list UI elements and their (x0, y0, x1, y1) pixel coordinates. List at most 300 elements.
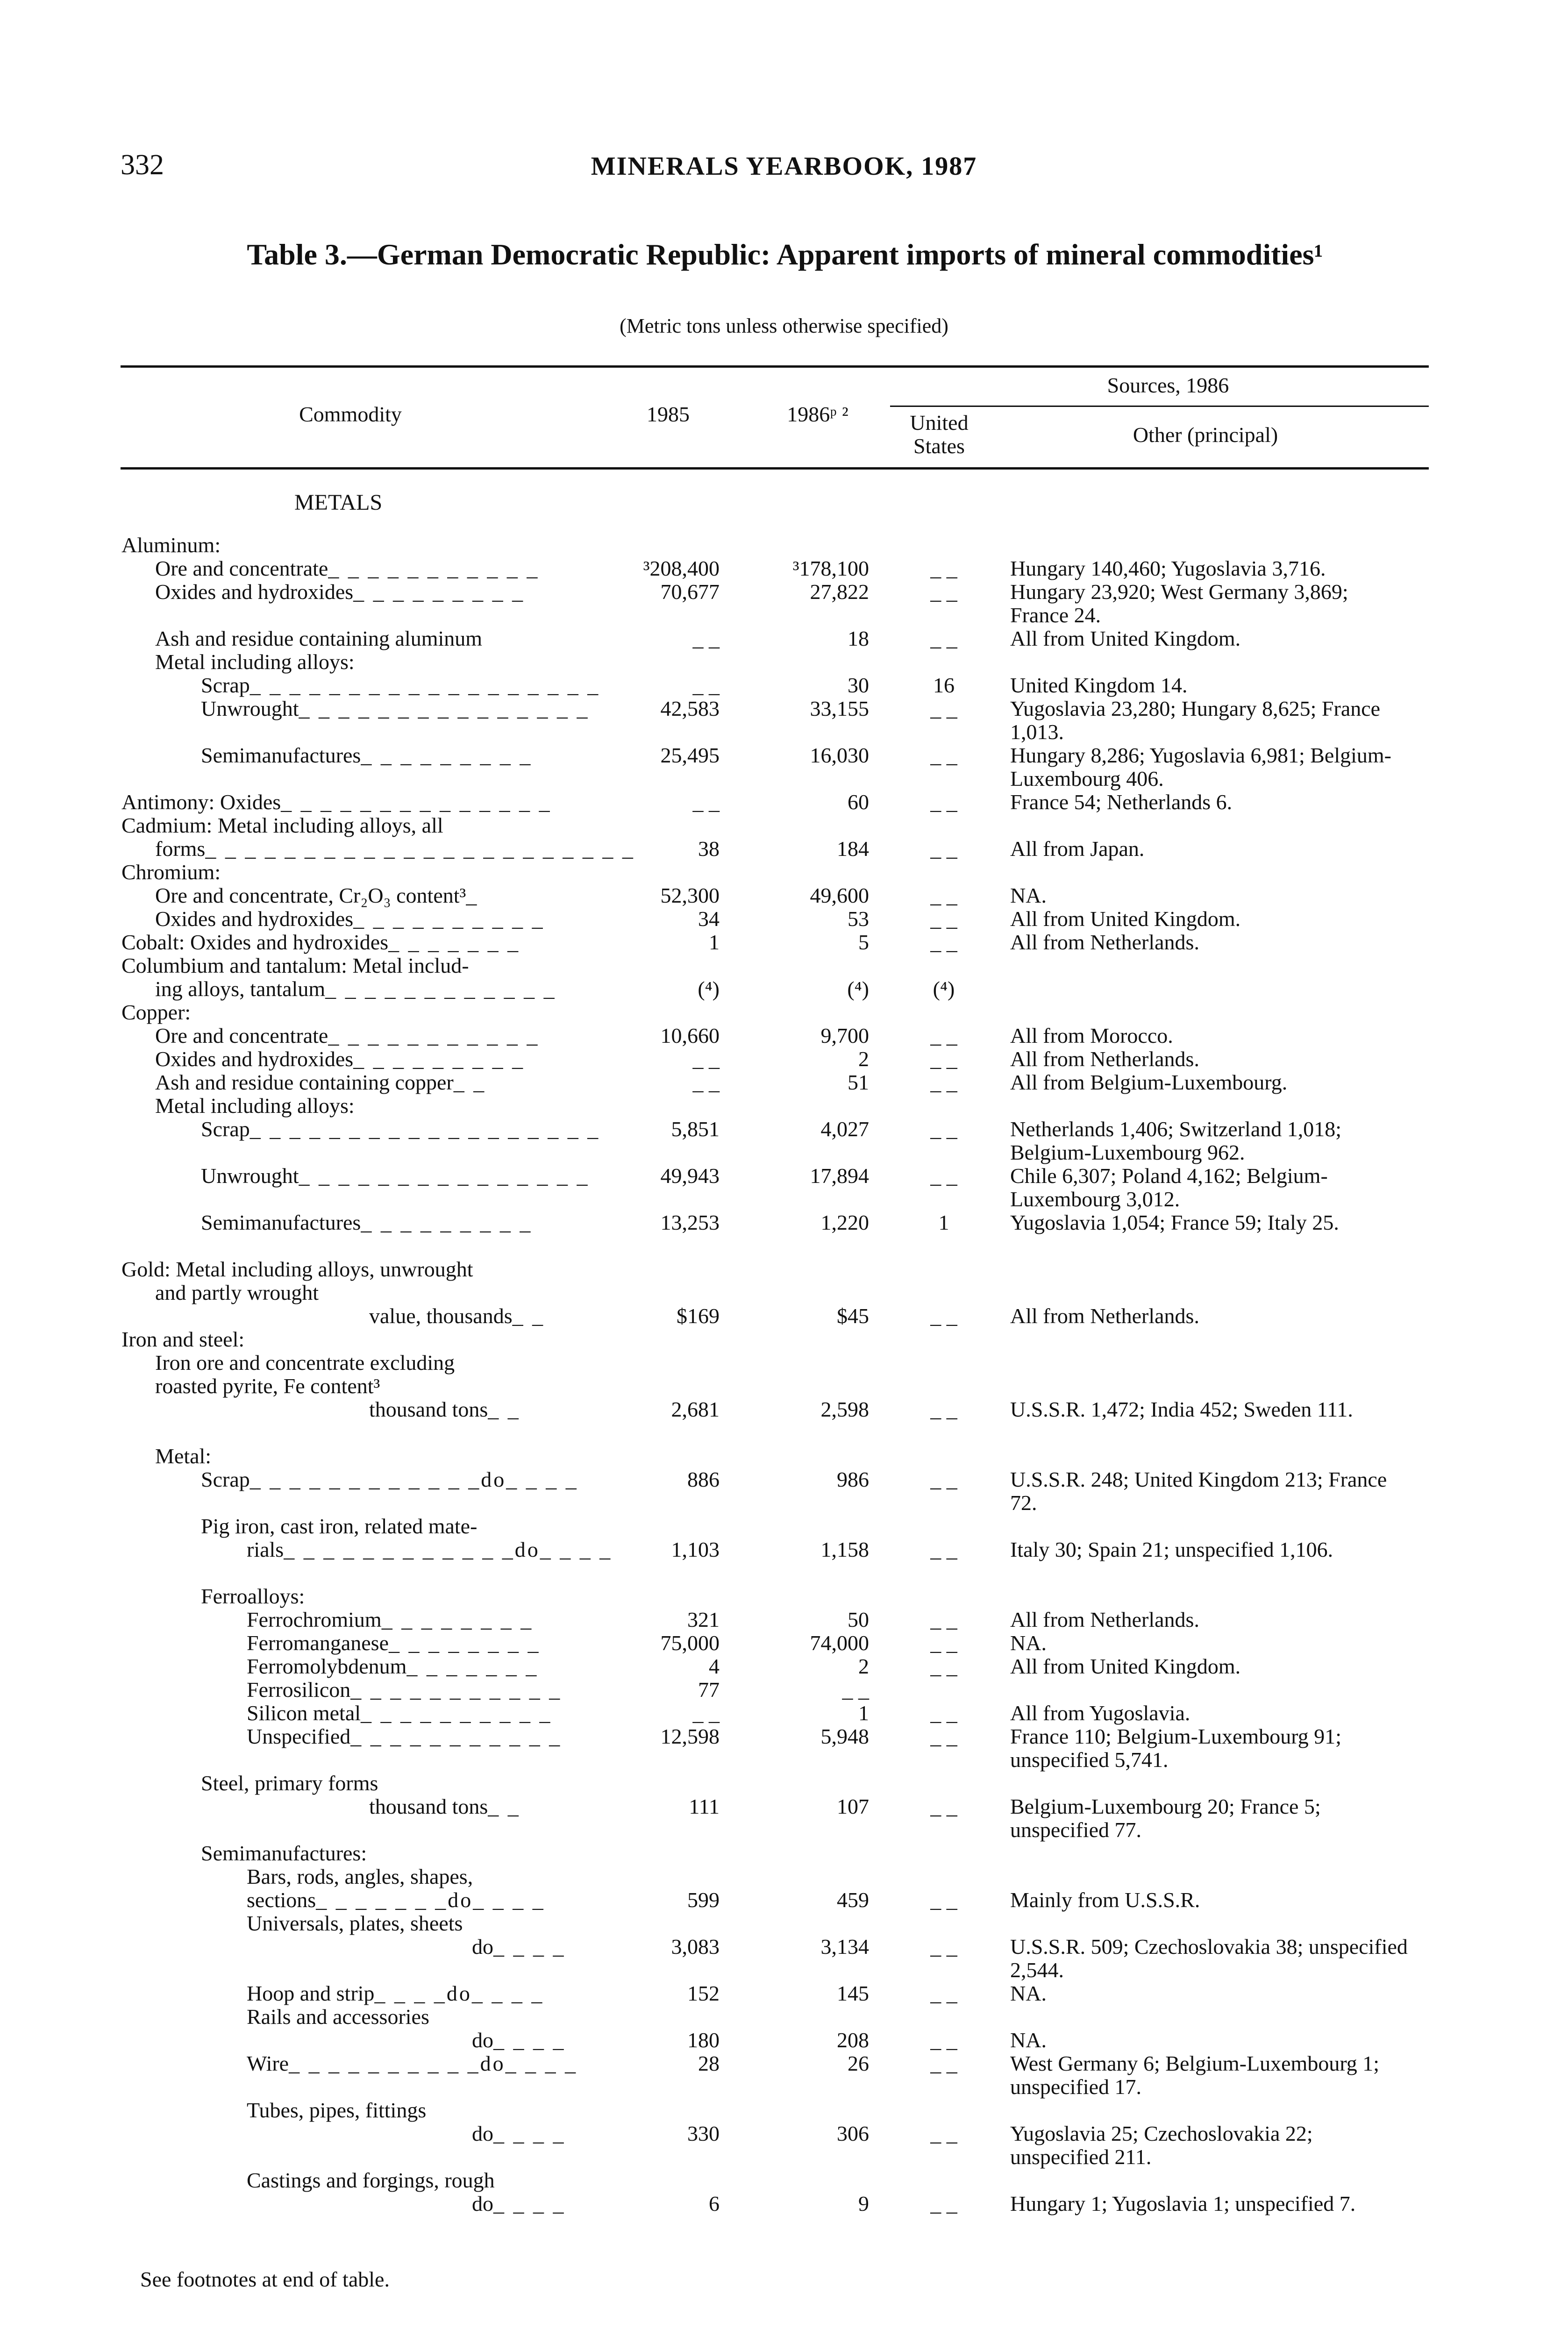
commodity-text: Tubes, pipes, fittings (247, 2098, 427, 2122)
table-row (0, 1702, 1568, 1725)
commodity-label (121, 1328, 244, 1351)
sources-rule (890, 406, 1429, 407)
commodity-text: Ore and concentrate (155, 556, 328, 580)
table-row (0, 1047, 1568, 1071)
value-united-states: _ _ (930, 2192, 957, 2215)
value-other-sources: Hungary 1; Yugoslavia 1; unspecified 7. (1010, 2192, 1356, 2215)
value-1986: 986 (837, 1467, 869, 1491)
commodity-label (155, 837, 635, 861)
leader-dots: _ _ _ _ (493, 1935, 566, 1959)
leader-dots: _ _ _ _ _ _ _ _ _ _ _ _ _ _ _ (299, 697, 590, 720)
col-commodity: Commodity (299, 402, 402, 426)
value-1986: 16,030 (810, 743, 869, 767)
leader-dots: _ _ _ _ _ _ _ _ _ _ (353, 907, 545, 931)
value-united-states: _ _ (930, 930, 957, 954)
running-head: MINERALS YEARBOOK, 1987 (591, 152, 977, 181)
value-1986: 51 (848, 1070, 869, 1094)
value-united-states: _ _ (930, 1701, 957, 1725)
header-rule (121, 467, 1429, 470)
value-1985: 10,660 (660, 1024, 720, 1047)
commodity-label (155, 557, 539, 580)
table-row (0, 1281, 1568, 1304)
value-other-sources: All from United Kingdom. (1010, 1654, 1241, 1678)
value-united-states: _ _ (930, 837, 957, 861)
value-other-sources: Hungary 8,286; Yugoslavia 6,981; Belgium-Luxembourg 406. (1010, 743, 1391, 791)
table-row (0, 1467, 1568, 1515)
value-united-states: _ _ (930, 1304, 957, 1328)
value-1986: 2 (858, 1654, 869, 1678)
commodity-label (121, 954, 469, 977)
value-1986: 1 (858, 1701, 869, 1725)
value-1985: 6 (709, 2192, 720, 2215)
commodity-text: sections (247, 1888, 316, 1912)
table-subtitle: (Metric tons unless otherwise specified) (620, 314, 948, 337)
value-1985: 49,943 (660, 1164, 720, 1188)
value-1986: 60 (848, 790, 869, 814)
table-row (0, 674, 1568, 697)
table-row (0, 977, 1568, 1001)
value-united-states: _ _ (930, 1631, 957, 1655)
value-other-sources: U.S.S.R. 509; Czechoslovakia 38; unspecified 2,544. (1010, 1935, 1408, 1982)
top-rule (121, 365, 1429, 368)
value-1985: 2,681 (671, 1397, 720, 1421)
value-united-states: _ _ (930, 1654, 957, 1678)
commodity-text: Cadmium: Metal including alloys, all (121, 813, 443, 837)
commodity-label (247, 2052, 577, 2075)
commodity-text: Bars, rods, angles, shapes, (247, 1865, 473, 1888)
table-row (0, 2051, 1568, 2099)
commodity-label (247, 2169, 495, 2192)
commodity-text: Metal: (155, 1444, 212, 1468)
leader-dots: _ _ _ _ _ _ _ _ _ (353, 580, 525, 604)
leader-dots: _ _ _ _ _ _ _ _ _ _ (361, 1701, 552, 1725)
value-other-sources: Yugoslavia 25; Czechoslovakia 22; unspecified 211. (1010, 2122, 1313, 2169)
value-1985: 111 (689, 1795, 720, 1818)
value-1986: (⁴) (847, 977, 869, 1001)
value-1986: 4,027 (820, 1117, 869, 1141)
leader-dots: _ _ _ _ (493, 2122, 566, 2145)
value-1986: 18 (848, 627, 869, 650)
value-1986: 74,000 (810, 1631, 869, 1655)
value-1985: 52,300 (660, 883, 720, 907)
commodity-text: Ore and concentrate, Cr₂O₃ content³ (155, 883, 466, 907)
commodity-label (247, 1725, 562, 1748)
commodity-text: forms (155, 837, 206, 861)
commodity-text: Gold: Metal including alloys, unwrought (121, 1257, 473, 1281)
value-united-states: _ _ (930, 1164, 957, 1188)
commodity-label (155, 977, 556, 1001)
commodity-label (201, 1585, 305, 1608)
leader-dots: _ _ _ _ _ _ _ _ _ _ _ _ _ _ (281, 790, 552, 814)
commodity-label (201, 674, 600, 697)
value-1986: 2 (858, 1047, 869, 1071)
commodity-text: Scrap (201, 1117, 250, 1141)
value-1986: 3,134 (820, 1935, 869, 1959)
leader-dots: _ _ _ _ _ _ _ _ _ _do_ _ _ _ (289, 2051, 578, 2075)
commodity-text: Ferromolybdenum (247, 1654, 407, 1678)
commodity-text: Aluminum: (121, 533, 221, 557)
col-1986-label (757, 403, 878, 426)
value-united-states: _ _ (930, 1047, 957, 1071)
value-1985: ³208,400 (643, 556, 720, 580)
value-1985: _ _ (692, 1070, 720, 1094)
commodity-label (155, 1445, 211, 1468)
value-1986: 459 (837, 1888, 869, 1912)
table-row (0, 1724, 1568, 1772)
commodity-text: Castings and forgings, rough (247, 2168, 495, 2192)
value-1985: 42,583 (660, 697, 720, 720)
commodity-label (201, 1118, 600, 1141)
value-1985: 13,253 (660, 1211, 720, 1234)
leader-dots: _ (466, 883, 479, 907)
value-1986: _ _ (842, 1678, 869, 1702)
value-united-states: _ _ (930, 1538, 957, 1561)
value-1985: 599 (687, 1888, 720, 1912)
commodity-text: Oxides and hydroxides (155, 907, 354, 931)
table-row (0, 1117, 1568, 1164)
value-1986: 26 (848, 2051, 869, 2075)
table-row (0, 1982, 1568, 2005)
leader-dots: _ _ _ _ _ _ _ _ _ _ _ _ _ _ _ _ _ _ _ _ _ _ (205, 837, 635, 861)
commodity-text: roasted pyrite, Fe content³ (155, 1374, 380, 1398)
table-row (0, 791, 1568, 814)
commodity-text: Unspecified (247, 1724, 351, 1748)
commodity-text: and partly wrought (155, 1281, 319, 1304)
value-1985: _ _ (692, 1701, 720, 1725)
table-row (0, 557, 1568, 580)
commodity-label (155, 884, 478, 907)
table-title: Table 3.—German Democratic Republic: Apparent imports of mineral commodities¹ (247, 238, 1323, 271)
value-1985: 152 (687, 1981, 720, 2005)
commodity-text: Ferrochromium (247, 1608, 382, 1631)
value-other-sources: NA. (1010, 883, 1047, 907)
commodity-text: thousand tons (369, 1397, 488, 1421)
leader-dots: _ _ _ _ _ _ _ _ (381, 1608, 534, 1631)
value-1986: $45 (837, 1304, 869, 1328)
commodity-label (201, 1515, 477, 1538)
leader-dots: _ _ _ _ _ _ _ _ _ _ _ _do_ _ _ _ (249, 1467, 578, 1491)
commodity-label (155, 1281, 319, 1304)
value-other-sources: United Kingdom 14. (1010, 673, 1188, 697)
commodity-label (472, 1935, 566, 1959)
table-row (0, 2192, 1568, 2215)
commodity-text: rials (247, 1538, 284, 1561)
footnote-reference: See footnotes at end of table. (140, 2267, 390, 2291)
commodity-label (201, 697, 590, 720)
value-1985: (⁴) (698, 977, 720, 1001)
value-1985: 75,000 (660, 1631, 720, 1655)
table-row (0, 1024, 1568, 1047)
leader-dots: _ _ (512, 1304, 545, 1328)
commodity-text: Hoop and strip (247, 1981, 375, 2005)
commodity-text: Oxides and hydroxides (155, 580, 354, 604)
commodity-label (121, 534, 221, 557)
table-row (0, 884, 1568, 907)
commodity-text: Ash and residue containing copper (155, 1070, 454, 1094)
value-1986: 306 (837, 2122, 869, 2145)
commodity-text: value, thousands (369, 1304, 513, 1328)
commodity-text: Scrap (201, 673, 250, 697)
value-other-sources: U.S.S.R. 1,472; India 452; Sweden 111. (1010, 1397, 1353, 1421)
table-row (0, 1608, 1568, 1631)
value-united-states: _ _ (930, 1467, 957, 1491)
table-row (0, 1398, 1568, 1421)
table-row (0, 1631, 1568, 1655)
commodity-text: Ash and residue containing aluminum (155, 627, 483, 650)
leader-dots: _ _ _ _ _ _ _ (406, 1654, 539, 1678)
commodity-text: Universals, plates, sheets (247, 1911, 463, 1935)
commodity-text: Columbium and tantalum: Metal includ- (121, 954, 469, 977)
commodity-text: Ferrosilicon (247, 1678, 351, 1702)
table-row (0, 1001, 1568, 1024)
value-other-sources: All from Netherlands. (1010, 930, 1199, 954)
leader-dots: _ _ _ _ _ _ _ _ _ _ _ (350, 1724, 562, 1748)
value-1986: 50 (848, 1608, 869, 1631)
commodity-label (201, 744, 532, 767)
leader-dots: _ _ _ _ _ _ _ _ _ _ _ _ _ _ _ _ _ _ (249, 673, 600, 697)
value-other-sources: Yugoslavia 1,054; France 59; Italy 25. (1010, 1211, 1339, 1234)
value-1986: 27,822 (810, 580, 869, 604)
value-other-sources: France 54; Netherlands 6. (1010, 790, 1233, 814)
value-other-sources: Hungary 23,920; West Germany 3,869; France 24. (1010, 580, 1348, 627)
leader-dots: _ _ (453, 1070, 486, 1094)
commodity-text: Rails and accessories (247, 2005, 429, 2029)
section-metals: METALS (294, 490, 383, 515)
table-row (0, 1445, 1568, 1468)
commodity-text: Chromium: (121, 860, 221, 884)
table-row (0, 650, 1568, 674)
value-united-states: _ _ (930, 697, 957, 720)
table-row (0, 1842, 1568, 1865)
commodity-text: Ferromanganese (247, 1631, 389, 1655)
value-united-states: _ _ (930, 2028, 957, 2052)
table-row (0, 534, 1568, 557)
leader-dots: _ _ _ _ _ _ _ _ _ _ _ _ _ _ _ _ _ _ (249, 1117, 600, 1141)
leader-dots: _ _ (488, 1397, 520, 1421)
table-row (0, 837, 1568, 861)
table-row (0, 2122, 1568, 2169)
table-row (0, 1328, 1568, 1351)
value-united-states: _ _ (930, 1724, 957, 1748)
value-other-sources: West Germany 6; Belgium-Luxembourg 1; unspecified 17. (1010, 2051, 1380, 2099)
value-1985: 1,103 (671, 1538, 720, 1561)
commodity-text: Semimanufactures: (201, 1841, 367, 1865)
value-united-states: _ _ (930, 743, 957, 767)
commodity-text: Wire (247, 2051, 289, 2075)
table-row (0, 743, 1568, 791)
commodity-label (155, 1375, 380, 1398)
value-united-states: _ _ (930, 1608, 957, 1631)
commodity-label (155, 1024, 539, 1047)
value-united-states: (⁴) (933, 977, 955, 1001)
value-other-sources: All from Netherlands. (1010, 1608, 1199, 1631)
value-other-sources: Italy 30; Spain 21; unspecified 1,106. (1010, 1538, 1333, 1561)
value-other-sources: NA. (1010, 1631, 1047, 1655)
commodity-text: Pig iron, cast iron, related mate- (201, 1514, 478, 1538)
leader-dots: _ _ _ _ _ _ _ _ _ _ _ (328, 556, 540, 580)
commodity-label (121, 791, 552, 814)
value-1986: 30 (848, 673, 869, 697)
commodity-label (369, 1304, 545, 1328)
value-1985: _ _ (692, 673, 720, 697)
value-united-states: _ _ (930, 1397, 957, 1421)
commodity-text: do (472, 2192, 493, 2215)
value-united-states: _ _ (930, 1795, 957, 1818)
leader-dots: _ _ _ _ _ _ _ _ _ _ _ _ _ _ _ (299, 1164, 590, 1188)
commodity-label (247, 1631, 541, 1655)
col-1985: 1985 (647, 402, 690, 426)
value-other-sources: NA. (1010, 2028, 1047, 2052)
commodity-text: do (472, 1935, 493, 1959)
value-united-states: _ _ (930, 883, 957, 907)
value-1985: 180 (687, 2028, 720, 2052)
value-other-sources: All from Yugoslavia. (1010, 1701, 1190, 1725)
commodity-text: Scrap (201, 1467, 250, 1491)
value-united-states: _ _ (930, 1070, 957, 1094)
value-united-states: _ _ (930, 907, 957, 931)
table-row (0, 1795, 1568, 1842)
commodity-text: Metal including alloys: (155, 650, 355, 674)
value-1986: 107 (837, 1795, 869, 1818)
commodity-label (472, 2122, 566, 2145)
value-united-states: _ _ (930, 1888, 957, 1912)
value-1985: 3,083 (671, 1935, 720, 1959)
commodity-label (369, 1398, 520, 1421)
commodity-label (121, 1001, 191, 1024)
table-row (0, 1678, 1568, 1702)
value-other-sources: U.S.S.R. 248; United Kingdom 213; France 72. (1010, 1467, 1387, 1515)
value-1986: 5 (858, 930, 869, 954)
value-1985: 4 (709, 1654, 720, 1678)
commodity-label (155, 907, 545, 931)
value-other-sources: All from Belgium-Luxembourg. (1010, 1070, 1288, 1094)
leader-dots: _ _ _ _ _ _ _ _ _ _ _ _do_ _ _ _ (284, 1538, 613, 1561)
value-united-states: _ _ (930, 580, 957, 604)
value-united-states: _ _ (930, 2051, 957, 2075)
value-other-sources: Mainly from U.S.S.R. (1010, 1888, 1200, 1912)
value-united-states: _ _ (930, 1935, 957, 1959)
value-other-sources: All from Netherlands. (1010, 1047, 1199, 1071)
leader-dots: _ _ _ _ _ _ _ _ (389, 1631, 541, 1655)
value-1986: 9 (858, 2192, 869, 2215)
col-sources: Sources, 1986 (1107, 373, 1229, 397)
value-1985: _ _ (692, 790, 720, 814)
value-1986: 53 (848, 907, 869, 931)
table-row (0, 2029, 1568, 2052)
commodity-text: Iron and steel: (121, 1327, 245, 1351)
table-row (0, 1912, 1568, 1935)
leader-dots: _ _ _ _ _ _ _ _ _ (361, 1211, 533, 1234)
value-united-states: _ _ (930, 1981, 957, 2005)
value-1986: 1,158 (820, 1538, 869, 1561)
table-row (0, 1164, 1568, 1211)
value-1985: 70,677 (660, 580, 720, 604)
commodity-text: Semimanufactures (201, 1211, 361, 1234)
value-1986: ³178,100 (792, 556, 869, 580)
commodity-label (155, 1071, 486, 1094)
commodity-label (247, 2005, 429, 2029)
commodity-label (155, 627, 482, 650)
commodity-label (247, 1702, 552, 1725)
table-row (0, 2005, 1568, 2029)
commodity-label (247, 1538, 612, 1561)
value-1986: 49,600 (810, 883, 869, 907)
commodity-label (247, 1982, 544, 2005)
leader-dots: _ _ _ _ _ _ _ _ _ (353, 1047, 525, 1071)
commodity-label (155, 1351, 455, 1375)
commodity-label (121, 814, 443, 837)
commodity-label (247, 1912, 463, 1935)
commodity-label (201, 1842, 367, 1865)
value-1986: 9,700 (820, 1024, 869, 1047)
col-1986-text: 1986ᵖ ² (787, 402, 848, 426)
commodity-text: Iron ore and concentrate excluding (155, 1351, 455, 1375)
value-1985: 330 (687, 2122, 720, 2145)
value-1986: 208 (837, 2028, 869, 2052)
commodity-text: thousand tons (369, 1795, 488, 1818)
value-united-states: 1 (938, 1211, 949, 1234)
table-row (0, 954, 1568, 977)
commodity-label (247, 1655, 538, 1678)
leader-dots: _ _ _ _do_ _ _ _ (374, 1981, 544, 2005)
commodity-text: Antimony: Oxides (121, 790, 281, 814)
commodity-text: Ferroalloys: (201, 1584, 305, 1608)
commodity-label (155, 1094, 355, 1118)
value-other-sources: All from United Kingdom. (1010, 907, 1241, 931)
table-row (0, 931, 1568, 954)
value-1986: 2,598 (820, 1397, 869, 1421)
leader-dots: _ _ _ _ _ _ _ _ _ (361, 743, 533, 767)
value-1986: 5,948 (820, 1724, 869, 1748)
commodity-text: Oxides and hydroxides (155, 1047, 354, 1071)
value-other-sources: Belgium-Luxembourg 20; France 5; unspecified 77. (1010, 1795, 1321, 1842)
leader-dots: _ _ _ _ _ _ _ _ _ _ _ (350, 1678, 562, 1702)
commodity-label (247, 2099, 426, 2122)
table-row (0, 2099, 1568, 2122)
value-1985: 77 (698, 1678, 720, 1702)
commodity-label (247, 1888, 545, 1912)
leader-dots: _ _ (488, 1795, 520, 1818)
table-row (0, 1515, 1568, 1538)
commodity-label (201, 1164, 590, 1188)
table-row (0, 1071, 1568, 1094)
table-row (0, 1211, 1568, 1234)
value-other-sources: Yugoslavia 23,280; Hungary 8,625; France 1,013. (1010, 697, 1381, 744)
value-1985: $169 (677, 1304, 720, 1328)
leader-dots: _ _ _ _ _ _ _ _ _ _ _ (328, 1024, 540, 1047)
table-row (0, 1304, 1568, 1328)
value-1985: 12,598 (660, 1724, 720, 1748)
table-row (0, 1888, 1568, 1912)
col-other: Other (principal) (1133, 423, 1278, 447)
value-1985: 25,495 (660, 743, 720, 767)
value-1986: 17,894 (810, 1164, 869, 1188)
commodity-label (155, 650, 355, 674)
value-1986: 184 (837, 837, 869, 861)
leader-dots: _ _ _ _ _ _ _do_ _ _ _ (316, 1888, 545, 1912)
commodity-text: ing alloys, tantalum (155, 977, 326, 1001)
col-us: United States (910, 411, 969, 458)
value-1985: 1 (709, 930, 720, 954)
value-other-sources: All from United Kingdom. (1010, 627, 1241, 650)
leader-dots: _ _ _ _ (493, 2028, 566, 2052)
value-1985: 886 (687, 1467, 720, 1491)
commodity-label (201, 1211, 532, 1234)
value-other-sources: Hungary 140,460; Yugoslavia 3,716. (1010, 556, 1326, 580)
value-1986: 1,220 (820, 1211, 869, 1234)
value-other-sources: All from Morocco. (1010, 1024, 1173, 1047)
commodity-text: Ore and concentrate (155, 1024, 328, 1047)
